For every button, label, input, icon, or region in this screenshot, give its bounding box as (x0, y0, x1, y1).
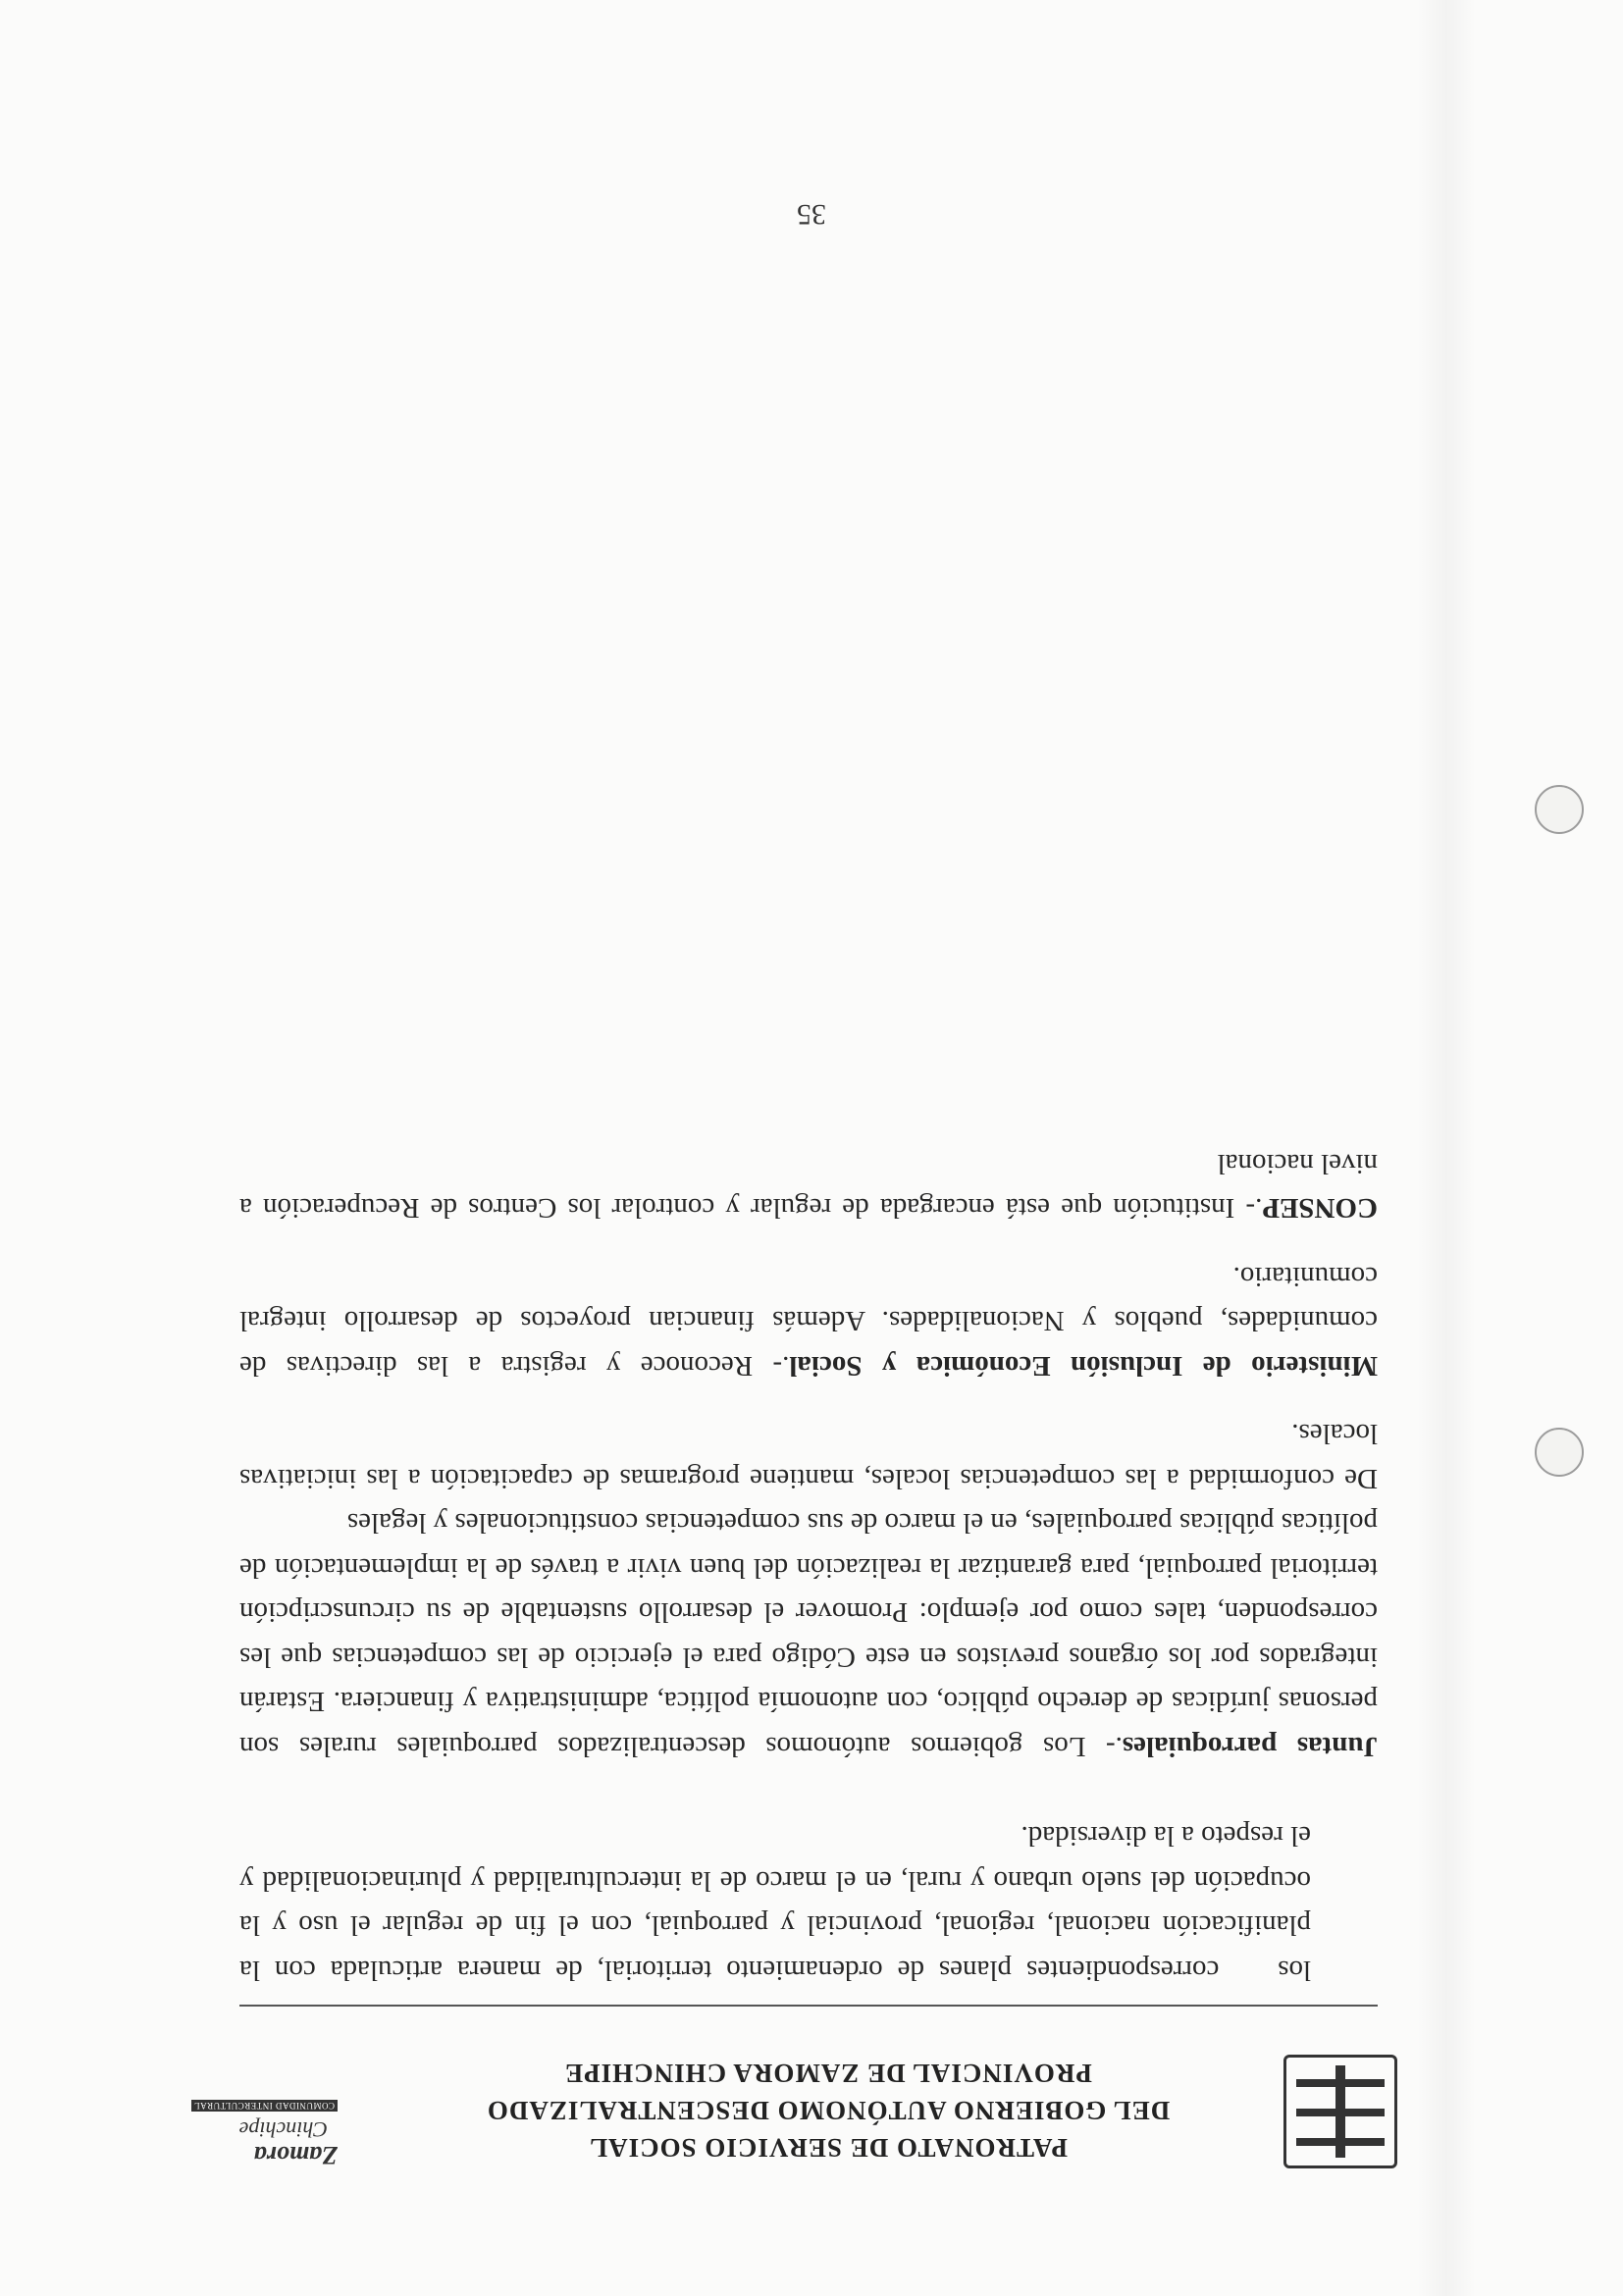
logo-word-chinchipe: Chinchipe (238, 2117, 328, 2142)
term-ministerio: Ministerio de Inclusión Económica y Social (789, 1350, 1378, 1382)
paragraph-juntas-parroquiales (239, 1500, 1378, 1768)
org-line-2: DEL GOBIERNO AUTÓNOMO DESCENTRALIZADO (486, 2096, 1171, 2125)
organization-title (455, 2055, 1201, 2166)
paragraph-ministerio (239, 1254, 1378, 1388)
paragraph-juntas-capacitacion (239, 1411, 1378, 1500)
institutional-emblem-icon (1283, 2055, 1397, 2168)
document-body (239, 1141, 1378, 1993)
paragraph-consep (239, 1141, 1378, 1230)
term-consep: CONSEP (1262, 1192, 1378, 1225)
term-juntas-parroquiales: Juntas parroquiales (1122, 1731, 1378, 1762)
page-number: 35 (797, 198, 826, 231)
punch-hole (1535, 785, 1584, 834)
letterhead (161, 2031, 1397, 2168)
ministerio-definition: .- Reconoce y registra a las directivas de comunidades, pueblos y Nacionalidades. Además financian proyectos de desarrollo integral comunitario. (239, 1261, 1378, 1382)
org-line-3: PROVINCIAL DE ZAMORA CHINCHIPE (564, 2059, 1092, 2088)
scan-shadow (1417, 0, 1476, 2296)
org-line-1: PATRONATO DE SERVICIO SOCIAL (589, 2133, 1068, 2163)
paragraph-ordenamiento (239, 1813, 1378, 1992)
zamora-chinchipe-logo-icon (181, 2061, 338, 2168)
para1-text: correspondientes planes de ordenamiento territorial, de manera articulada con la planificación nacional, regional, provincial y parroquial, con el fin de regular el uso y la ocupación del suelo urbano y rural, en el marco de la interculturalidad y plurinacionalidad y el respeto a la diversidad. (239, 1820, 1311, 1986)
juntas-definition: .- Los gobiernos autónomos descentralizados parroquiales rurales son personas jurídicas de derecho público, con autonomía política, administrativa y financiera. Estarán integrados por los órganos previstos en este Código para el ejercicio de las competencias que les corresponden, tales como por ejemplo: Promover el desarrollo sustentable de su circunscripción territorial parroquial, para garantizar la realización del buen vivir a través de la implementación de políticas públicas parroquiales, en el marco de sus competencias constitucionales y legales (239, 1507, 1378, 1762)
logo-tagline: COMUNIDAD INTERCULTURAL (191, 2100, 338, 2112)
punch-hole (1535, 1428, 1584, 1477)
header-divider (239, 2005, 1378, 2007)
logo-word-zamora: Zamora (253, 2141, 338, 2169)
juntas-capacitacion-text: De conformidad a las competencias locales, mantiene programas de capacitación a las iniciativas locales. (239, 1418, 1378, 1494)
para1-lead: los (1278, 1955, 1311, 1986)
consep-definition: .- Institución que está encargada de regular y controlar los Centros de Recuperación a nivel nacional (239, 1148, 1378, 1225)
